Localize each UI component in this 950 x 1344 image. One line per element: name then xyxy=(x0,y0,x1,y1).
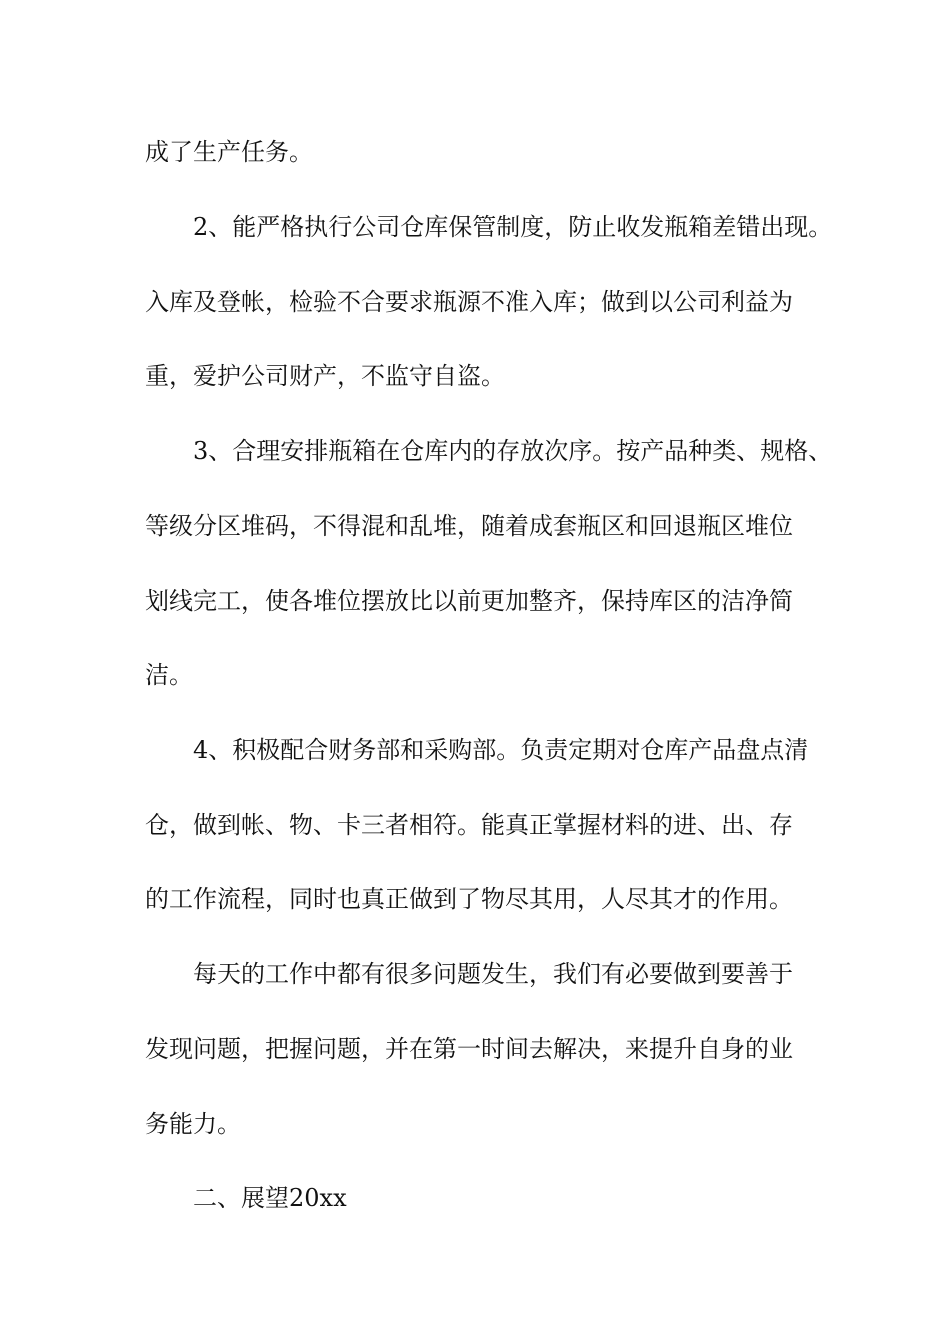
paragraph-4-line-1: 4、积极配合财务部和采购部。负责定期对仓库产品盘点清 xyxy=(193,736,809,764)
paragraph-2-line-1: 2、能严格执行公司仓库保管制度，防止收发瓶箱差错出现。 xyxy=(193,213,833,241)
paragraph-5-line-3: 务能力。 xyxy=(145,1110,241,1138)
paragraph-2-line-2: 入库及登帐，检验不合要求瓶源不准入库；做到以公司利益为 xyxy=(145,288,793,316)
paragraph-5-line-1: 每天的工作中都有很多问题发生，我们有必要做到要善于 xyxy=(193,960,793,988)
text-line-1: 成了生产任务。 xyxy=(145,138,313,166)
paragraph-4-line-3: 的工作流程，同时也真正做到了物尽其用，人尽其才的作用。 xyxy=(145,885,793,913)
paragraph-3-line-1: 3、合理安排瓶箱在仓库内的存放次序。按产品种类、规格、 xyxy=(193,437,833,465)
paragraph-3-line-2: 等级分区堆码，不得混和乱堆，随着成套瓶区和回退瓶区堆位 xyxy=(145,512,793,540)
paragraph-2-line-3: 重，爱护公司财产，不监守自盗。 xyxy=(145,362,505,390)
paragraph-4-line-2: 仓，做到帐、物、卡三者相符。能真正掌握材料的进、出、存 xyxy=(145,811,793,839)
paragraph-5-line-2: 发现问题，把握问题，并在第一时间去解决，来提升自身的业 xyxy=(145,1035,793,1063)
paragraph-3-line-3: 划线完工，使各堆位摆放比以前更加整齐，保持库区的洁净简 xyxy=(145,587,793,615)
section-heading: 二、展望20xx xyxy=(193,1184,347,1212)
paragraph-3-line-4: 洁。 xyxy=(145,661,193,689)
